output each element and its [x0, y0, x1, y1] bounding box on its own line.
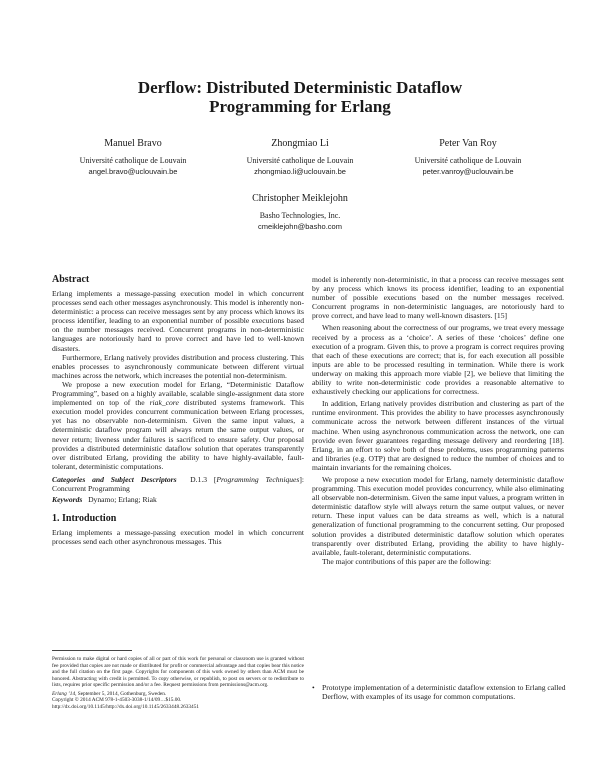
- copyright-line: Copyright © 2014 ACM 978-1-4503-3038-1/14/09…$15.00.: [52, 697, 182, 703]
- left-column: [52, 274, 304, 546]
- title-line-2: Programming for Erlang: [209, 97, 391, 116]
- author-email[interactable]: zhongmiao.li@uclouvain.be: [254, 167, 346, 176]
- venue-name: Erlang ’14,: [52, 690, 77, 697]
- body-paragraph: model is inherently non-deterministic, in that a process can receive messages sent by any process which knows its process identifier, leading to an exponential number of possible executions based on the number messages received. Concurrent programs in non-deterministic languages, are notoriously hard to prove correct, and have lead to many well-known disasters. [15]: [312, 275, 564, 321]
- body-paragraph: In addition, Erlang natively provides distribution and clustering as part of the runtime environment. This provides the ability to have processes asynchronously communicate across the network between different instances of the virtual machine. When using asynchronous communication across the network, one can provide even fewer guarantees regarding message delivery and reordering [18]. Erlang, in an effort to solve both of these problems, uses programming patterns and libraries (e.g. OTP) that are designed to reduce the number of choices and to maintain invariants for the remaining choices.: [312, 399, 564, 472]
- venue-date: September 5, 2014, Gothenburg, Sweden.: [76, 690, 167, 697]
- body-paragraph: We propose a new execution model for Erlang, namely deterministic dataflow programming. This execution model provides concurrency, while also eliminating all observable non-determinism. Given the same input values, a program written in deterministic dataflow style will always return the same output values, or never return. These input values can be data streams as well, which is a natural generalization of functional programming to the concurrent setting. Our proposed solution provides a distributed deterministic dataflow solution which operates transparently over distributed Erlang, providing the ability to have highly-available, fault-tolerant, deterministic computations.: [312, 474, 565, 557]
- introduction-heading: 1. Introduction: [52, 513, 117, 525]
- abstract-heading: Abstract: [52, 274, 90, 285]
- author-block: [205, 138, 395, 177]
- footnote-rule: [52, 650, 132, 651]
- author-affiliation: Université catholique de Louvain: [246, 156, 354, 165]
- riak-core-term: riak_core: [149, 398, 179, 408]
- author-email[interactable]: angel.bravo@uclouvain.be: [88, 167, 178, 176]
- author-email[interactable]: peter.vanroy@uclouvain.be: [422, 167, 514, 176]
- keywords: [52, 495, 304, 504]
- author-email[interactable]: cmeiklejohn@basho.com: [258, 222, 342, 231]
- categories-topic: Programming Techniques: [216, 474, 300, 484]
- author-name: Manuel Bravo: [104, 138, 162, 149]
- author-block: [38, 138, 228, 177]
- permission-footnote: [52, 656, 304, 710]
- author-block: [205, 193, 395, 232]
- contribution-item: Prototype implementation of a deterministic dataflow extension to Erlang called Derflow, with examples of its usage for common computations.: [322, 683, 566, 702]
- right-column: [312, 275, 564, 566]
- doi-link[interactable]: http://dx.doi.org/10.1145/http://dx.doi.org/10.1145/2633448.2633451: [52, 703, 199, 710]
- categories: [52, 475, 304, 493]
- author-affiliation: Université catholique de Louvain: [79, 156, 187, 165]
- author-block: [373, 138, 563, 177]
- permission-text: Permission to make digital or hard copies of all or part of this work for personal or classroom use is granted without fee provided that copies are not made or distributed for profit or commercial advantage and that copies bear this notice and the full citation on the first page. Copyrights for components of this work owned by others than ACM must be honored. Abstracting with credit is permitted. To copy otherwise, or republish, to post on servers or to redistribute to lists, requires prior specific permission and/or a fee. Request permissions from permissions@acm.org.: [52, 656, 304, 688]
- abstract-text: distributed systems framework. This execution model provides concurrent communication between Erlang processes, yet has no observable non-determinism. Given the same input values, a deterministic dataflow program will always return the same output values, or never return; liveness under failures is sacrificed to ensure safety. Our proposal provides a distributed deterministic dataflow solution that operates transparently over distributed Erlang, providing the ability to have highly-available, fault-tolerant, deterministic computations.: [52, 398, 304, 471]
- categories-code: D.1.3 [: [190, 474, 217, 484]
- abstract-text: We propose a new execution model for Erlang, “Deterministic Dataflow Programming”, based on a highly available, scalable single-assignment data store implemented on top of the: [52, 379, 304, 408]
- bullet-icon: •: [312, 683, 315, 692]
- paper-title: [60, 78, 540, 116]
- keywords-text: Dynamo; Erlang; Riak: [88, 495, 157, 505]
- categories-rest: ]: Concurrent Programming: [52, 474, 305, 493]
- intro-paragraph: Erlang implements a message-passing execution model in which concurrent processes send each other asynchronous messages. This: [52, 528, 304, 547]
- body-paragraph: The major contributions of this paper are the following:: [322, 556, 492, 566]
- abstract-paragraph: Furthermore, Erlang natively provides distribution and process clustering. This enables processes to asynchronously communicate between different virtual machines across the network, which increases the potential non-determinism.: [52, 352, 304, 380]
- author-name: Zhongmiao Li: [271, 138, 329, 149]
- author-name: Christopher Meiklejohn: [252, 193, 348, 204]
- author-affiliation: Basho Technologies, Inc.: [259, 211, 341, 220]
- body-paragraph: When reasoning about the correctness of our programs, we treat every message received by a process as a ‘choice’. A series of these ‘choices’ define one execution of a program. Given this, to prove a program is correct requires proving that each of these executions are correct; that is, for each execution all possible inputs are able to be processed resulting in termination. While there is work underway on making this approach more viable [2], we believe that limiting the ability to write non-deterministic code provides a reasonable alternative to exhaustively checking our applications for correctness.: [312, 323, 564, 397]
- author-name: Peter Van Roy: [439, 138, 497, 149]
- author-affiliation: Université catholique de Louvain: [414, 156, 522, 165]
- title-line-1: Derflow: Distributed Deterministic Dataflow: [137, 78, 463, 97]
- abstract-paragraph: Erlang implements a message-passing execution model in which concurrent processes send each other messages asynchronously. This model is inherently non-deterministic: a process can receive messages sent by any process which knows its process identifier, leading to an exponential number of possible executions based on the number messages received. Concurrent programs in non-deterministic languages are notoriously hard to prove correct and have led to well-known disasters.: [52, 289, 304, 353]
- keywords-label: Keywords: [52, 495, 83, 505]
- abstract-paragraph: [52, 380, 304, 471]
- contribution-list: [312, 683, 572, 701]
- categories-label: Categories and Subject Descriptors: [52, 474, 177, 484]
